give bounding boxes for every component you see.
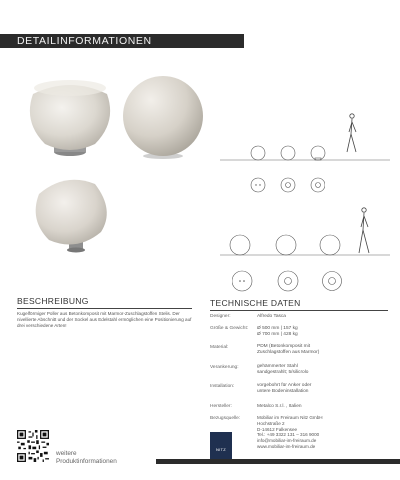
plan-drawing-large	[232, 268, 342, 294]
spec-value-manufacturer: Metalco S.r.l. , Italien	[257, 404, 302, 409]
qr-code[interactable]	[17, 430, 49, 462]
sphere-elevation-3	[311, 146, 325, 160]
spec-label-source: Bezugsquelle:	[210, 416, 241, 421]
page-title: DETAILINFORMATIONEN	[17, 35, 152, 47]
description-rule	[17, 308, 192, 309]
sphere-elevation-2	[281, 146, 295, 160]
technical-rule	[210, 310, 388, 311]
sphere-elevation-1	[251, 146, 265, 160]
bollard-photo-sphere	[118, 72, 208, 162]
contact-address: Mobiliar im Freiraum Nitz GmbH Hochstraße 2 D-14612 Falkensee Tel.: +49 3322 131 – 316 9000 info@mobiliar-im-freiraum.de www.mobiliar-im-freiraum.de	[257, 415, 323, 449]
description-title: BESCHREIBUNG	[17, 296, 89, 306]
spec-label-designer: Designer:	[210, 314, 231, 319]
spec-value-installation: vorgebohrt für Anker oder untere Bodeninstallation	[257, 383, 312, 394]
description-text: Kugelförmiger Poller aus Betonkomposit mit Marmor-Zuschlagstoffen Stelis. Der nivellierte Abschnitt und der Sockel aus Edelstahl ermöglichen eine Positionierung auf drei verschiedene Arten!	[17, 311, 192, 328]
spec-value-size: Ø 500 mm | 157 kg Ø 700 mm | 428 kg	[257, 326, 298, 337]
human-figure	[347, 114, 356, 152]
plan-drawing-small	[245, 176, 325, 194]
technical-title: TECHNISCHE DATEN	[210, 298, 301, 308]
human-figure-2	[359, 208, 369, 253]
bollard-photo-tilted	[25, 170, 115, 260]
spec-value-anchoring: gehämmerter Stahl sandgestrahlt; 5/silicrolo	[257, 364, 309, 375]
spec-label-size: Größe & Gewicht:	[210, 326, 249, 331]
elevation-drawing-large	[220, 205, 390, 260]
elevation-drawing-small	[220, 112, 390, 172]
spec-label-anchoring: Verankerung:	[210, 365, 239, 370]
more-info-link[interactable]: weitere Produktinformationen	[56, 450, 117, 465]
footer-bar	[156, 459, 400, 464]
spec-label-manufacturer: Hersteller:	[210, 404, 232, 409]
logo-text: NITZ	[215, 447, 227, 452]
spec-value-designer: Alfredo Tasca	[257, 314, 286, 319]
spec-label-material: Material:	[210, 345, 229, 350]
spec-value-material: PDM (Betonkomposit mit Zuschlagstoffen aus Marmor)	[257, 344, 320, 355]
spec-label-installation: Installation:	[210, 384, 235, 389]
nitz-logo	[210, 432, 232, 460]
bollard-photo-cut-base	[25, 72, 115, 162]
